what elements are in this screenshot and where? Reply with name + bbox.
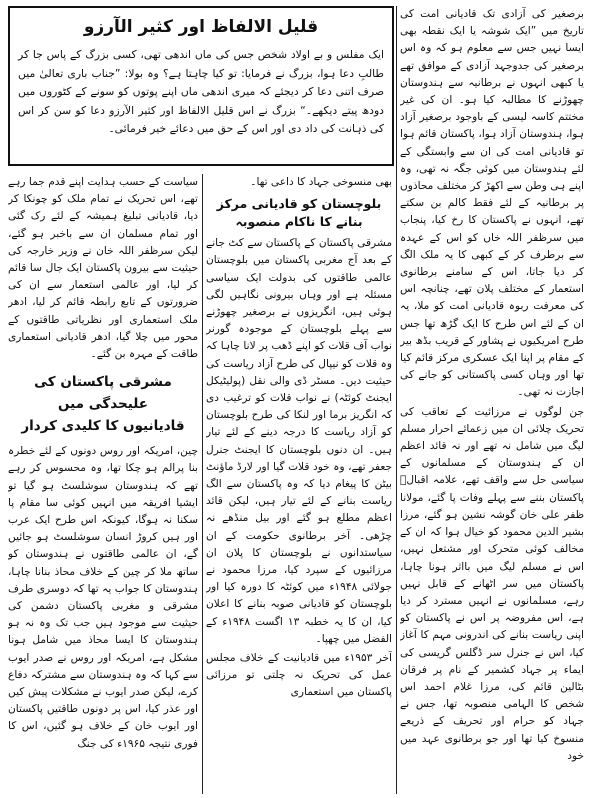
left-paragraph-1: سیاست کے حسب ہدایت اپنے قدم جما رہے تھے، اس تحریک نے تمام ملک کو چونکا کر دیا، قادیانی تبلیغ ہمیشہ کے لئے رک گئی اور تمام مسلمان ان سے باخبر ہو گئے، لیکن سرظفر اللہ خان نے وزیر خارجہ کی حیثیت سے بیرون پاکستان ایک جال سا قائم کر لیا، اور عالمی استعمار سے ان کی ضرورتوں کے تابع رابطہ قائم کر لیا، ادھر ملک استعماری اور نظریاتی طاقتوں کے محور میں چلا گیا، ادھر قادیانی استعماری طاقت کے مہرہ بن گئے۔: [8, 176, 198, 361]
right-column: [400, 6, 584, 794]
left-heading: [8, 371, 198, 437]
left-heading-line-2: قادیانیوں کا کلیدی کردار: [21, 418, 185, 435]
column-divider-left: [202, 174, 203, 794]
anecdote-body: ایک مفلس و بے اولاد شخص جس کی ماں اندھی تھی، کسی بزرگ کے پاس جا کر طالبِ دعا ہوا، بزرگ نے فرمایا: تو کیا چاہتا ہے؟ وہ بولا: ”جناب باری تعالیٰ میں صرف اتنی دعا کر دیجئے کہ میری اندھی ماں اپنے پوتوں کو سونے کے کٹوروں میں دودھ پیتے دیکھے۔“ بزرگ نے اس قلیل الالفاظ اور کثیر الآرزو دعا کو سن کر اس کی ذہانت کی داد دی اور اس کے حق میں دعائے خیر فرمائی۔: [18, 48, 384, 135]
middle-paragraph-2: آخر ۱۹۵۳ء میں قادیانیت کے خلاف مجلس عمل کی تحریک نہ چلتی تو مرزائی پاکستان میں استعماری: [206, 652, 392, 699]
left-column: [8, 174, 198, 794]
column-divider-right: [396, 6, 397, 794]
middle-heading: بلوچستان کو قادیانی مرکز بنانے کا ناکام منصوبہ: [216, 196, 382, 230]
middle-paragraph-1: مشرقی پاکستان کے پاکستان سے کٹ جانے کے بعد آج مغربی پاکستان میں بلوچستان عالمی طاقتوں کی بدولت ایک سیاسی مسئلہ ہے اور وہاں بیرونی نگاہیں لگی ہوئی ہیں، انگریزوں نے برصغیر چھوڑنے سے پہلے بلوچستان کے موجودہ گورنر نواب آف قلات کو اپنے ڈھب پر لانا چاہا کہ وہ قلات کو نیپال کی طرح آزاد ریاست کی حیثیت دیں۔ مسٹر ڈی والی نقل (پولیٹیکل ایجنٹ کوئٹہ) نے نواب قلات کو ترغیب دی کہ انگریز برما اور لنکا کی طرح بلوچستان کو آزاد ریاست کا درجہ دینے کے لئے تیار ہیں۔ ان دنوں بلوچستان کا ایجنٹ جنرل جعفر تھے، وہ خود قلات گیا اور لارڈ ماؤنٹ بیٹن کا پیغام دیا کہ وہ پاکستان سے الگ ریاست بنانے کے لئے تیار ہیں، لیکن قائد اعظم مطلع ہو گئے اور بیل منڈھے نہ چڑھی۔ آخر برطانوی حکومت کے ان سیاستدانوں نے بلوچستان کا پلان ان مرزائیوں کے سپرد کیا، مرزا محمود نے جولائی ۱۹۴۸ء میں کوئٹہ کا دورہ کیا اور بلوچستان کو قادیانی صوبہ بنانے کا اعلان کیا، ان کا یہ خطبہ ۱۳ اگست ۱۹۴۸ء کے الفضل میں چھپا۔: [206, 237, 392, 645]
anecdote-box: [8, 6, 394, 166]
right-paragraph-1: برصغیر کی آزادی تک قادیانی امت کی تاریخ میں ”ایک شوشہ یا ایک نقطہ بھی ایسا نہیں جس سے معلوم ہو کہ وہ اس برصغیر کی جدوجہد آزادی کے موافق تھے یا کبھی انہوں نے برطانیہ سے ہندوستان چھوڑنے کا مطالبہ کیا ہو۔ ان کی غیر مختتم کاسہ لیسی کے باوجود برصغیر آزاد ہوا، ہندوستان آزاد ہوا، پاکستان قائم ہوا تو قادیانی امت کی ان سے وابستگی کے لئے ہندوستان میں کوئی جگہ نہ تھی، وہ اپنے ہی وطن سے اکھڑ کر مختلف محاذوں پر برطانیہ کے لئے فقط کالم بن سکتے تھے، انہوں نے پاکستان کا رخ کیا، پنجاب میں سرظفر اللہ خاں کو اس کے عہدہ سے برطرف کر کے کبھی کا یہ ملک الگ کر دیا جاتا، اس کے سامنے برطانوی استعمار کے مختلف پلان تھے، چنانچہ اس کی معرفت ربوہ قادیانی امت کو ملا، یہ ان کے لئے اس طرح کا ایک گڑھ تھا جس طرح امریکیوں نے پشاور کے قریب بڈھ بیر کے مقام پر اپنا ایک عسکری مرکز قائم کیا تھا اور وہاں کسی پاکستانی کو جانے کی اجازت نہ تھی۔: [400, 8, 584, 399]
middle-column: [206, 174, 392, 794]
middle-intro: بھی منسوخی جہاد کا داعی تھا۔: [250, 176, 392, 188]
left-heading-line-1: مشرقی پاکستان کی علیحدگی میں: [34, 374, 172, 413]
right-paragraph-2: جن لوگوں نے مرزائیت کے تعاقب کی تحریک چلائی ان میں زعمائے احرار مسلم لیگ میں شامل نہ تھے اور نہ قائد اعظم ان کے ہندوستان کے مسلمانوں کے سیاسی حل سے واقف تھے، علامہ اقبالؒ پاکستان بننے سے پہلے وفات پا گئے، مولانا ظفر علی خان گوشہ نشین ہو گئے، مرزا بشیر الدین محمود کو خیال ہوا کہ ان کے مخالف کوئی متحرک اور مشتعل نہیں، اس نے مسلم لیگ میں بااثر ہونا چاہا، پاکستان میں سر اٹھانے کے قابل نہیں رہے، مسلمانوں نے انہیں مسترد کر دیا ہے، اس مفروضہ پر اس نے پاکستان کو اپنی ریاست بنانے کی اندرونی مہم کا آغاز کیا، اس نے جنرل سر ڈگلس گریسی کی ایماء پر جہاد کشمیر کے نام پر فرقان بٹالین قائم کی، مرزا غلام احمد اس شخص کا الہامی منصوبہ تھا، جس نے جہاد کو حرام اور تحریف کے ذریعے منسوخ کیا تھا اور جو برطانوی عہد میں خود: [400, 405, 584, 762]
anecdote-title: قلیل الالفاظ اور کثیر الآرزو: [83, 17, 319, 37]
left-paragraph-2: چین، امریکہ اور روس دونوں کے لئے خطرہ بنا پرالم ہو چکا تھا، وہ محسوس کر رہے تھے کہ ہندوستان سوشلسٹ ہو گیا تو ایشیا افریقہ میں انہیں کوئی سا مقام پا سکنا نہ ہوگا، کیونکہ اس طرح ایک عرب اور ہیں کروڑ انسان سوشلسٹ ہو جائیں گے، ان عالمی طاقتوں نے ہندوستان کو ساتھ ملا کر چین کے خلاف محاذ بنانا چاہا، ہندوستان کا جواب یہ تھا کہ دوسری طرف مشرقی و مغربی پاکستان دشمن کی حیثیت سے موجود ہیں جب تک وہ نہ ہو ہندوستان کا ایسا محاذ میں شامل ہونا مشکل ہے، امریکہ اور روس نے صدر ایوب سے کہا کہ وہ ہندوستان سے مشترکہ دفاع کرے، لیکن صدر ایوب نے مشکلات پیش کیں اور عذر کیا، اس پر دونوں طاقتیں پاکستان اور ایوب خان کے خلاف ہو گئیں، اس کا فوری نتیجہ ۱۹۶۵ء کی جنگ: [8, 445, 198, 750]
